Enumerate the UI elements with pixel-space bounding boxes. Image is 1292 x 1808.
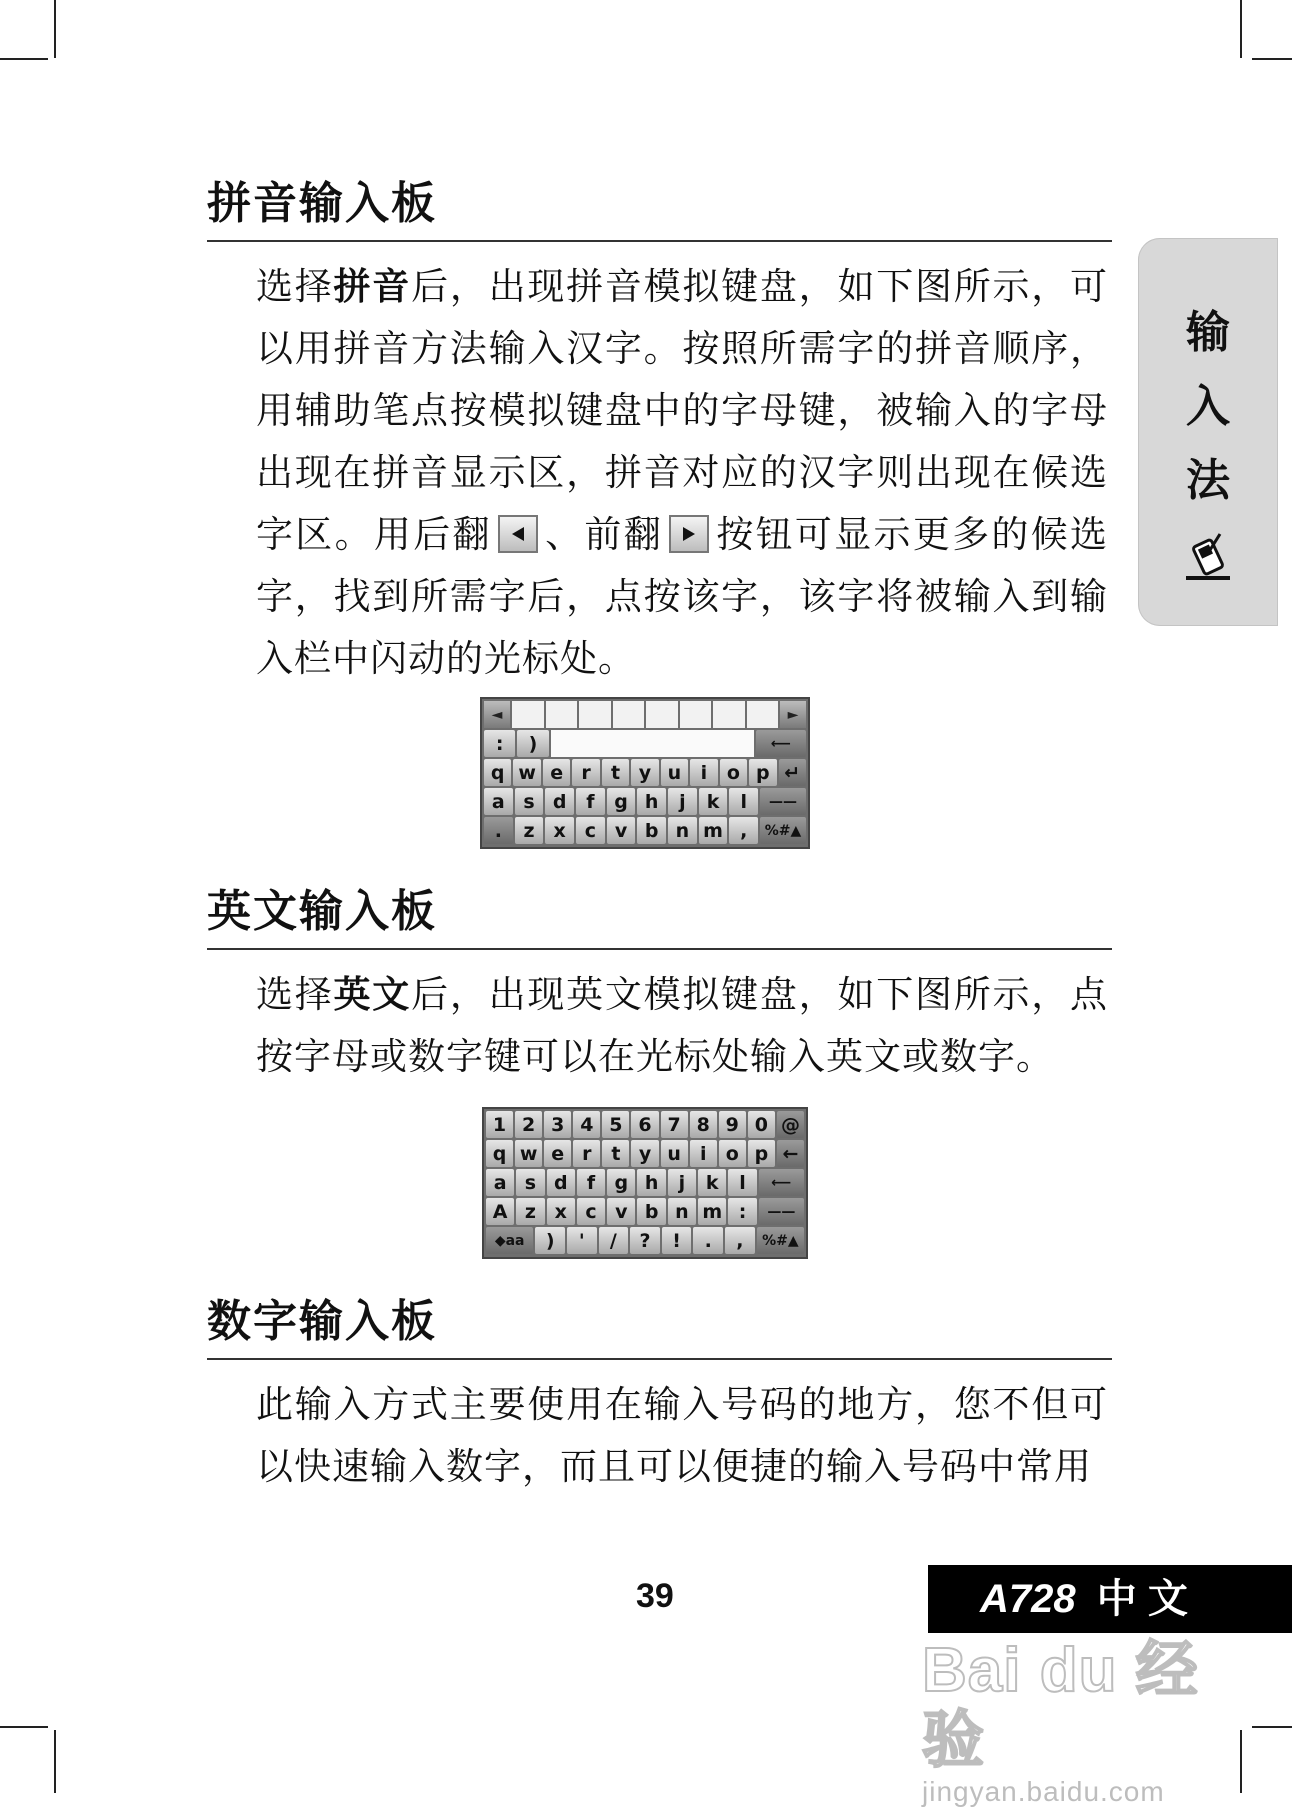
key: s [516,1169,544,1196]
key: e [543,759,570,786]
key: x [547,1198,575,1225]
key: , [725,1227,755,1254]
candidate-bar [484,701,806,728]
key: 4 [573,1111,600,1138]
key: s [515,788,544,815]
key: i [690,759,717,786]
key: —— [759,1198,804,1225]
key: ? [630,1227,660,1254]
key: —— [760,788,806,815]
key: p [748,1140,775,1167]
key: m [698,1198,726,1225]
pinyin-display-field [551,730,754,757]
key: 2 [515,1111,542,1138]
key: g [607,1169,635,1196]
section-title-pinyin: 拼音输入板 [207,178,1112,242]
key: 3 [544,1111,571,1138]
key: z [515,817,544,844]
key: %#▲ [760,817,806,844]
key: c [577,1198,605,1225]
side-tab-char: 入 [1186,381,1230,432]
key: i [690,1140,717,1167]
key: j [668,788,697,815]
key: ' [567,1227,597,1254]
key: 5 [602,1111,629,1138]
key: / [599,1227,629,1254]
key: ) [535,1227,565,1254]
key: : [484,730,515,757]
key: 8 [690,1111,717,1138]
crop-mark [0,1726,48,1728]
key: v [607,817,636,844]
key: 9 [719,1111,746,1138]
prev-page-icon [498,515,538,553]
key: p [749,759,776,786]
key: ! [662,1227,692,1254]
key: t [602,759,629,786]
key: o [720,759,747,786]
key: f [576,788,605,815]
key: w [513,759,540,786]
next-page-icon [669,515,709,553]
chapter-side-tab [1138,238,1278,626]
key: b [637,817,666,844]
key: 7 [661,1111,688,1138]
model-name: A728 [980,1577,1076,1621]
crop-mark [0,58,48,60]
paragraph-english: 选择英文后，出现英文模拟键盘，如下图所示，点按字母或数字键可以在光标处输入英文或数字。 [256,973,1109,1078]
key: w [515,1140,542,1167]
key: d [545,788,574,815]
crop-mark [54,1730,56,1793]
crop-mark [1252,58,1292,60]
key: t [602,1140,629,1167]
key: n [668,1198,696,1225]
english-keyboard-image [482,1107,808,1259]
watermark-url: jingyan.baidu.com [922,1776,1165,1807]
key: u [661,1140,688,1167]
key: j [668,1169,696,1196]
key: r [573,1140,600,1167]
key: ⟵ [756,730,806,757]
side-tab-char: 法 [1186,455,1230,506]
next-candidates-icon: ► [780,701,806,728]
key: . [484,817,513,844]
pinyin-keyboard-image [480,697,810,849]
key: k [699,788,728,815]
key: 0 [748,1111,775,1138]
model-suffix: 中 文 [1096,1577,1188,1621]
key: y [631,759,658,786]
crop-mark [1240,0,1242,58]
key: g [607,788,636,815]
crop-mark [1252,1726,1292,1728]
paragraph-numeric: 此输入方式主要使用在输入号码的地方，您不但可以快速输入数字，而且可以便捷的输入号码中常用 [256,1383,1108,1488]
key: 1 [486,1111,513,1138]
key: z [516,1198,544,1225]
crop-mark [1240,1730,1242,1793]
key: e [544,1140,571,1167]
key: c [576,817,605,844]
key: ) [517,730,548,757]
key: h [637,788,666,815]
baidu-watermark [922,1636,1222,1807]
key: k [698,1169,726,1196]
key: d [547,1169,575,1196]
page-number: 39 [636,1577,674,1615]
key: r [572,759,599,786]
key: a [484,788,513,815]
key: @ [777,1111,804,1138]
key: h [637,1169,665,1196]
key: v [607,1198,635,1225]
section-title-english: 英文输入板 [207,886,1112,950]
key: ◆aa [486,1227,533,1254]
model-label [928,1565,1292,1633]
key: A [486,1198,514,1225]
key: n [668,817,697,844]
key: x [545,817,574,844]
key: q [486,1140,513,1167]
key: ⟵ [759,1169,804,1196]
key: o [719,1140,746,1167]
section-title-numeric: 数字输入板 [207,1296,1112,1360]
watermark-logo: Bai du 经验 [922,1636,1199,1775]
key: , [729,817,758,844]
key: 6 [631,1111,658,1138]
key: l [728,1169,756,1196]
key: f [577,1169,605,1196]
paragraph-pinyin: 选择拼音后，出现拼音模拟键盘，如下图所示，可以用拼音方法输入汉字。按照所需字的拼音顺序，用辅助笔点按模拟键盘中的字母键，被输入的字母出现在拼音显示区，拼音对应的汉字则出现在候选字区。用后翻 、前翻 按钮可显示更多的候选字，找到所需字后，点按该字，该字将被输入到输入栏中闪动的光标处。 [256,265,1109,680]
key: ← [777,1140,804,1167]
key: a [486,1169,514,1196]
key: : [728,1198,756,1225]
key: m [699,817,728,844]
prev-candidates-icon: ◄ [484,701,510,728]
side-tab-char: 输 [1186,307,1230,358]
pen-phone-icon [1180,528,1236,584]
crop-mark [54,0,56,58]
key: l [729,788,758,815]
key: . [693,1227,723,1254]
key: y [631,1140,658,1167]
key: ↵ [779,759,806,786]
key: u [661,759,688,786]
key: q [484,759,511,786]
key: b [637,1198,665,1225]
key: %#▲ [757,1227,804,1254]
